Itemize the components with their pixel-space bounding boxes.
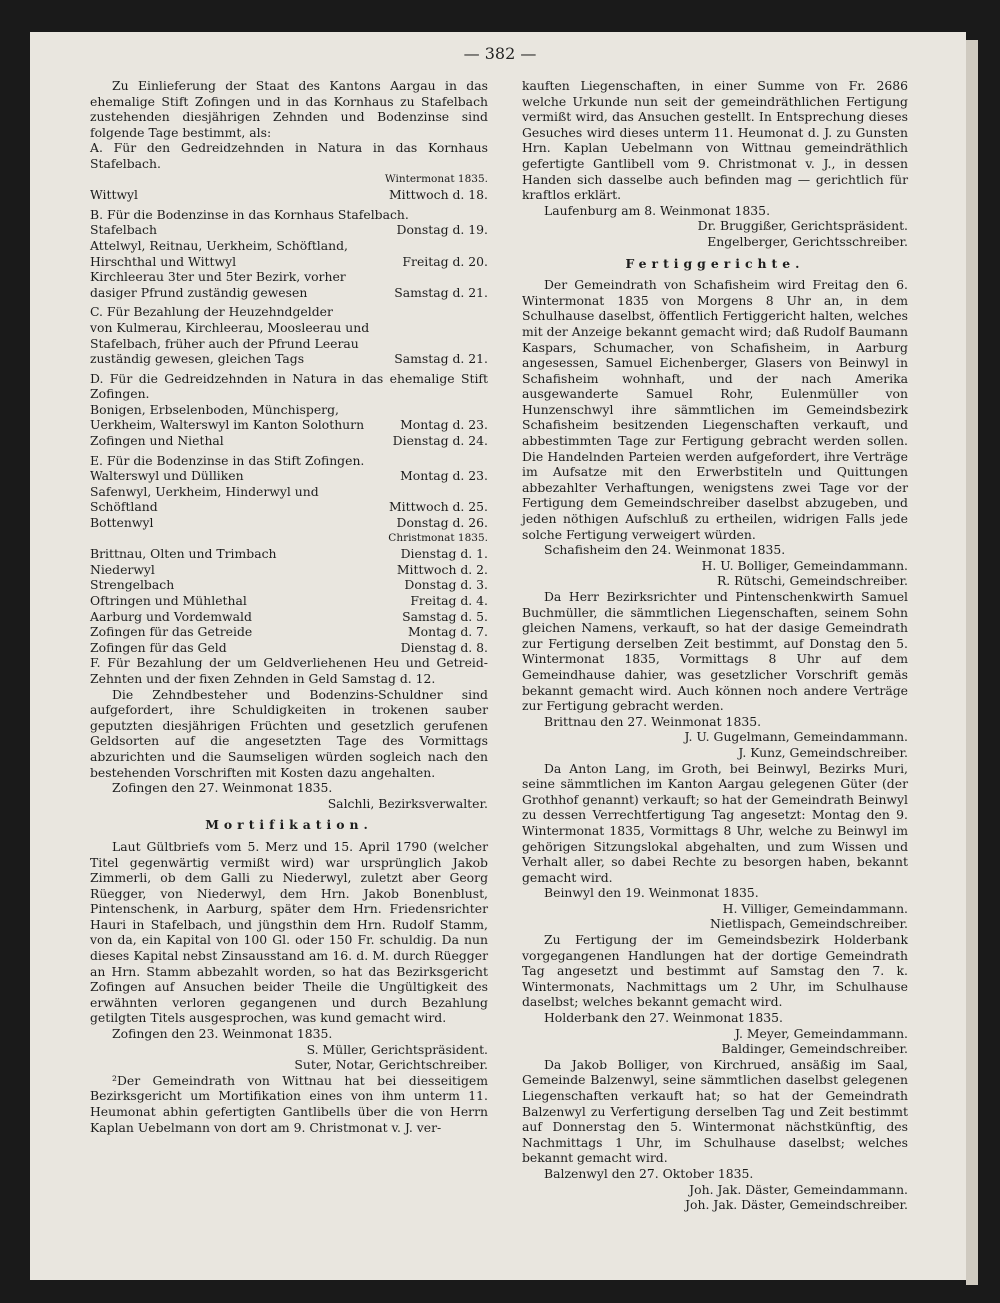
intro-paragraph: Zu Einlieferung der Staat des Kantons Aargau in das ehemalige Stift Zofingen und in das Kornhaus zu Stafelbach zustehenden diesjährigen Zehnden und Bodenzinse sind folgende Tage bestimmt, als:	[90, 78, 488, 140]
schedule-list-d	[90, 402, 488, 449]
notice-paragraph: Da Anton Lang, im Groth, bei Beinwyl, Bezirks Muri, seine sämmtlichen im Kanton Aargau gelegenen Güter (der Grothhof genannt) verkauft; so hat der Gemeindrath Beinwyl zu dessen Verrechtfertigung Tag angesetzt: Montag den 9. Wintermonat 1835, Vormittags 8 Uhr, welche zu Beinwyl im gehörigen Sitzungslokal abgehalten, und zum Wissen und Verhalt aller, so dabei Rechte zu besorgen haben, bekannt gemacht wird.	[522, 760, 908, 885]
signature: Nietlispach, Gemeindschreiber.	[710, 916, 908, 932]
schedule-list-b	[90, 222, 488, 300]
schedule-row: Bonigen, Erbselenboden, Münchisperg, Uerkheim, Walterswyl im Kanton Solothurn Montag d. 23.	[90, 401, 488, 433]
section-title-fertiggerichte: Fertiggerichte.	[625, 255, 805, 271]
dateline: Beinwyl den 19. Weinmonat 1835.	[544, 885, 759, 901]
signature: Salchli, Bezirksverwalter.	[327, 795, 488, 811]
section-b-heading: B. Für die Bodenzinse in das Kornhaus Stafelbach.	[90, 206, 409, 222]
notice-paragraph: Da Jakob Bolliger, von Kirchrued, ansäßig im Saal, Gemeinde Balzenwyl, seine sämmtlichen daselbst gelegenen Liegenschaften verkauft hat; so hat der Gemeindrath Balzenwyl zu Verfertigung derselben Tag und Zeit bestimmt auf Donnerstag den 5. Wintermonat nächstkünftig, des Nachmittags 1 Uhr, im Schulhause daselbst; welches bekannt gemacht wird.	[522, 1056, 908, 1166]
signature: Baldinger, Gemeindschreiber.	[721, 1041, 908, 1057]
schedule-list-e	[90, 468, 488, 530]
schedule-row: Stafelbach Donstag d. 19.	[90, 222, 488, 238]
section-e-heading: E. Für die Bodenzinse in das Stift Zofingen.	[90, 452, 365, 468]
month-label: Wintermonat 1835.	[384, 172, 488, 185]
dateline: Laufenburg am 8. Weinmonat 1835.	[544, 202, 771, 218]
signature: J. Kunz, Gemeindschreiber.	[738, 744, 908, 760]
dateline: Balzenwyl den 27. Oktober 1835.	[544, 1165, 754, 1181]
schedule-list-a	[90, 187, 488, 203]
schedule-row: Brittnau, Olten und Trimbach Dienstag d. 1.	[90, 546, 488, 562]
schedule-row: von Kulmerau, Kirchleerau, Moosleerau und Stafelbach, früher auch der Pfrund Leerau zuständig gewesen, gleichen Tags Samstag d. 21.	[90, 319, 488, 367]
section-c-heading: C. Für Bezahlung der Heuzehndgelder	[90, 304, 333, 320]
schedule-row: Aarburg und Vordemwald Samstag d. 5.	[90, 608, 488, 624]
schedule-list-c	[90, 320, 488, 367]
dateline: Zofingen den 27. Weinmonat 1835.	[112, 780, 333, 796]
schedule-row: Niederwyl Mittwoch d. 2.	[90, 561, 488, 577]
signature: J. U. Gugelmann, Gemeindammann.	[684, 729, 908, 745]
notice-paragraph: Da Herr Bezirksrichter und Pintenschenkwirth Samuel Buchmüller, die sämmtlichen Liegenschaften, seinem Sohn gleichen Namens, verkauft, so hat der dasige Gemeindrath zur Fertigung derselben Zeit bestimmt, auf Donstag den 5. Wintermonat 1835, Vormittags 8 Uhr auf dem Gemeindhause dahier, was gesetzlicher Vorschrift gemäs bekannt gemacht wird. Auch können noch andere Verträge zur Fertigung gebracht werden.	[522, 589, 908, 714]
signature: Engelberger, Gerichtsschreiber.	[707, 233, 908, 249]
schedule-row: Kirchleerau 3ter und 5ter Bezirk, vorher dasiger Pfrund zuständig gewesen Samstag d. 21.	[90, 269, 488, 300]
signature: Dr. Bruggißer, Gerichtspräsident.	[697, 218, 908, 234]
signature: R. Rütschi, Gemeindschreiber.	[716, 573, 908, 589]
schedule-row: Walterswyl und Dülliken Montag d. 23.	[90, 468, 488, 484]
mortification-paragraph: Laut Gültbriefs vom 5. Merz und 15. April 1790 (welcher Titel gegenwärtig vermißt wird) war ursprünglich Jakob Zimmerli, ob dem Galli zu Niederwyl, zuletzt aber Georg Rüegger, von Niederwyl, dem Hrn. Jakob Bonenblust, Pintenschenk, in Aarburg, später dem Hrn. Friedensrichter Hauri in Stafelbach, und jüngsthin dem Hrn. Rudolf Stamm, von da, ein Kapital von 100 Gl. oder 150 Fr. schuldig. Da nun dieses Kapital nebst Zinsausstand am 16. d. M. durch Rüegger an Hrn. Stamm abbezahlt worden, so hat das Bezirksgericht Zofingen auf Ansuchen beider Theile die Ungültigkeit des erwähnten verloren gegangenen und durch Bezahlung getilgten Titels ausgesprochen, was kund gemacht wird.	[90, 838, 488, 1026]
notice-paragraph: Zu Fertigung der im Gemeindsbezirk Holderbank vorgegangenen Handlungen hat der dortige Gemeindrath Tag angesetzt und bestimmt auf Samstag den 7. k. Wintermonats, Nachmittags um 2 Uhr, im Schulhause daselbst; welches bekannt gemacht wird.	[522, 932, 908, 1010]
schedule-row: Zofingen für das Geld Dienstag d. 8.	[90, 639, 488, 655]
signature: J. Meyer, Gemeindammann.	[734, 1025, 908, 1041]
dateline: Brittnau den 27. Weinmonat 1835.	[544, 713, 762, 729]
schedule-list-e2	[90, 546, 488, 655]
left-column	[90, 78, 488, 1135]
schedule-row: Wittwyl Mittwoch d. 18.	[90, 187, 488, 203]
schedule-row: Safenwyl, Uerkheim, Hinderwyl und Schöftland Mittwoch d. 25.	[90, 483, 488, 515]
schedule-row: Attelwyl, Reitnau, Uerkheim, Schöftland, Hirschthal und Wittwyl Freitag d. 20.	[90, 237, 488, 269]
signature: H. Villiger, Gemeindammann.	[722, 900, 908, 916]
signature: S. Müller, Gerichtspräsident.	[306, 1041, 488, 1057]
dateline: Zofingen den 23. Weinmonat 1835.	[112, 1026, 333, 1042]
schedule-row: Oftringen und Mühlethal Freitag d. 4.	[90, 593, 488, 608]
dateline: Holderbank den 27. Weinmonat 1835.	[544, 1010, 783, 1026]
schedule-row: Zofingen für das Getreide Montag d. 7.	[90, 624, 488, 640]
section-f-text: F. Für Bezahlung der um Geldverliehenen Heu und Getreid-Zehnten und der fixen Zehnden in Geld Samstag d. 12.	[90, 655, 488, 686]
section-title-mortifikation: Mortifikation.	[205, 817, 373, 833]
section-a-heading: A. Für den Gedreidzehnden in Natura in das Kornhaus Stafelbach.	[90, 140, 488, 171]
signature: Joh. Jak. Däster, Gemeindschreiber.	[685, 1197, 908, 1213]
right-column	[522, 78, 908, 1213]
schedule-row: Strengelbach Donstag d. 3.	[90, 577, 488, 593]
signature: Joh. Jak. Däster, Gemeindammann.	[689, 1181, 908, 1197]
notice-paragraph: Der Gemeindrath von Schafisheim wird Freitag den 6. Wintermonat 1835 von Morgens 8 Uhr an, in dem Schulhause daselbst, öffentlich Fertiggericht halten, welches mit der Anzeige bekannt gemacht wird; daß Rudolf Baumann Kaspars, Schumacher, von Schafisheim, in Aarburg angesessen, Samuel Eichenberger, Glasers von Beinwyl in Schafisheim wohnhaft, und der nach Amerika ausgewanderte Samuel Rohr, Eulenmüller von Hunzenschwyl ihre sämmtlichen im Gemeindsbezirk Schafisheim besitzenden Liegenschaften verkauft, und abbestimmten Tage zur Fertigung gebracht werden sollen. Die Handelnden Parteien werden aufgefordert, ihre Verträge im Aufsatze mit den Erwerbstiteln und Quittungen abbezahlter Verhaftungen, wenigstens zwei Tage vor der Fertigung dem Gemeindschreiber daselbst abzugeben, und jeden nöthigen Aufschluß zu ertheilen, widrigen Falls jede solche Fertigung verweigert würden.	[522, 277, 908, 542]
mortification-paragraph-2: ²Der Gemeindrath von Wittnau hat bei diesseitigem Bezirksgericht um Mortifikation eines von ihm unterm 11. Heumonat abhin gefertigten Gantlibells über die von Herrn Kaplan Uebelmann von dort am 9. Christmonat v. J. ver-	[90, 1072, 488, 1135]
page-edge	[966, 40, 978, 1285]
month-label: Christmonat 1835.	[388, 531, 488, 544]
closing-paragraph: Die Zehndbesteher und Bodenzins-Schuldner sind aufgefordert, ihre Schuldigkeiten in trokenen sauber geputzten diesjährigen Früchten und gesetzlich gerufenen Geldsorten auf die angesetzten Tage des Vormittags abzurichten und die Saumseligen würden sogleich nach den bestehenden Vorschriften mit Kosten dazu angehalten.	[90, 686, 488, 780]
continued-paragraph: kauften Liegenschaften, in einer Summe von Fr. 2686 welche Urkunde nun seit der gemeindräthlichen Fertigung vermißt wird, das Ansuchen gestellt. In Entsprechung dieses Gesuches wird dieses unterm 11. Heumonat d. J. zu Gunsten Hrn. Kaplan Uebelmann von Wittnau gemeindräthlich gefertigte Gantlibell vom 9. Christmonat v. J., in dessen Handen sich dasselbe auch befinden mag — gerichtlich für kraftlos erklärt.	[522, 78, 908, 203]
dateline: Schafisheim den 24. Weinmonat 1835.	[544, 542, 786, 558]
signature: Suter, Notar, Gerichtschreiber.	[294, 1057, 488, 1073]
schedule-row: Bottenwyl Donstag d. 26.	[90, 515, 488, 531]
signature: H. U. Bolliger, Gemeindammann.	[701, 557, 908, 573]
page-number: — 382 —	[463, 44, 537, 63]
schedule-row: Zofingen und Niethal Dienstag d. 24.	[90, 433, 488, 449]
section-d-heading: D. Für die Gedreidzehnden in Natura in das ehemalige Stift Zofingen.	[90, 370, 488, 402]
